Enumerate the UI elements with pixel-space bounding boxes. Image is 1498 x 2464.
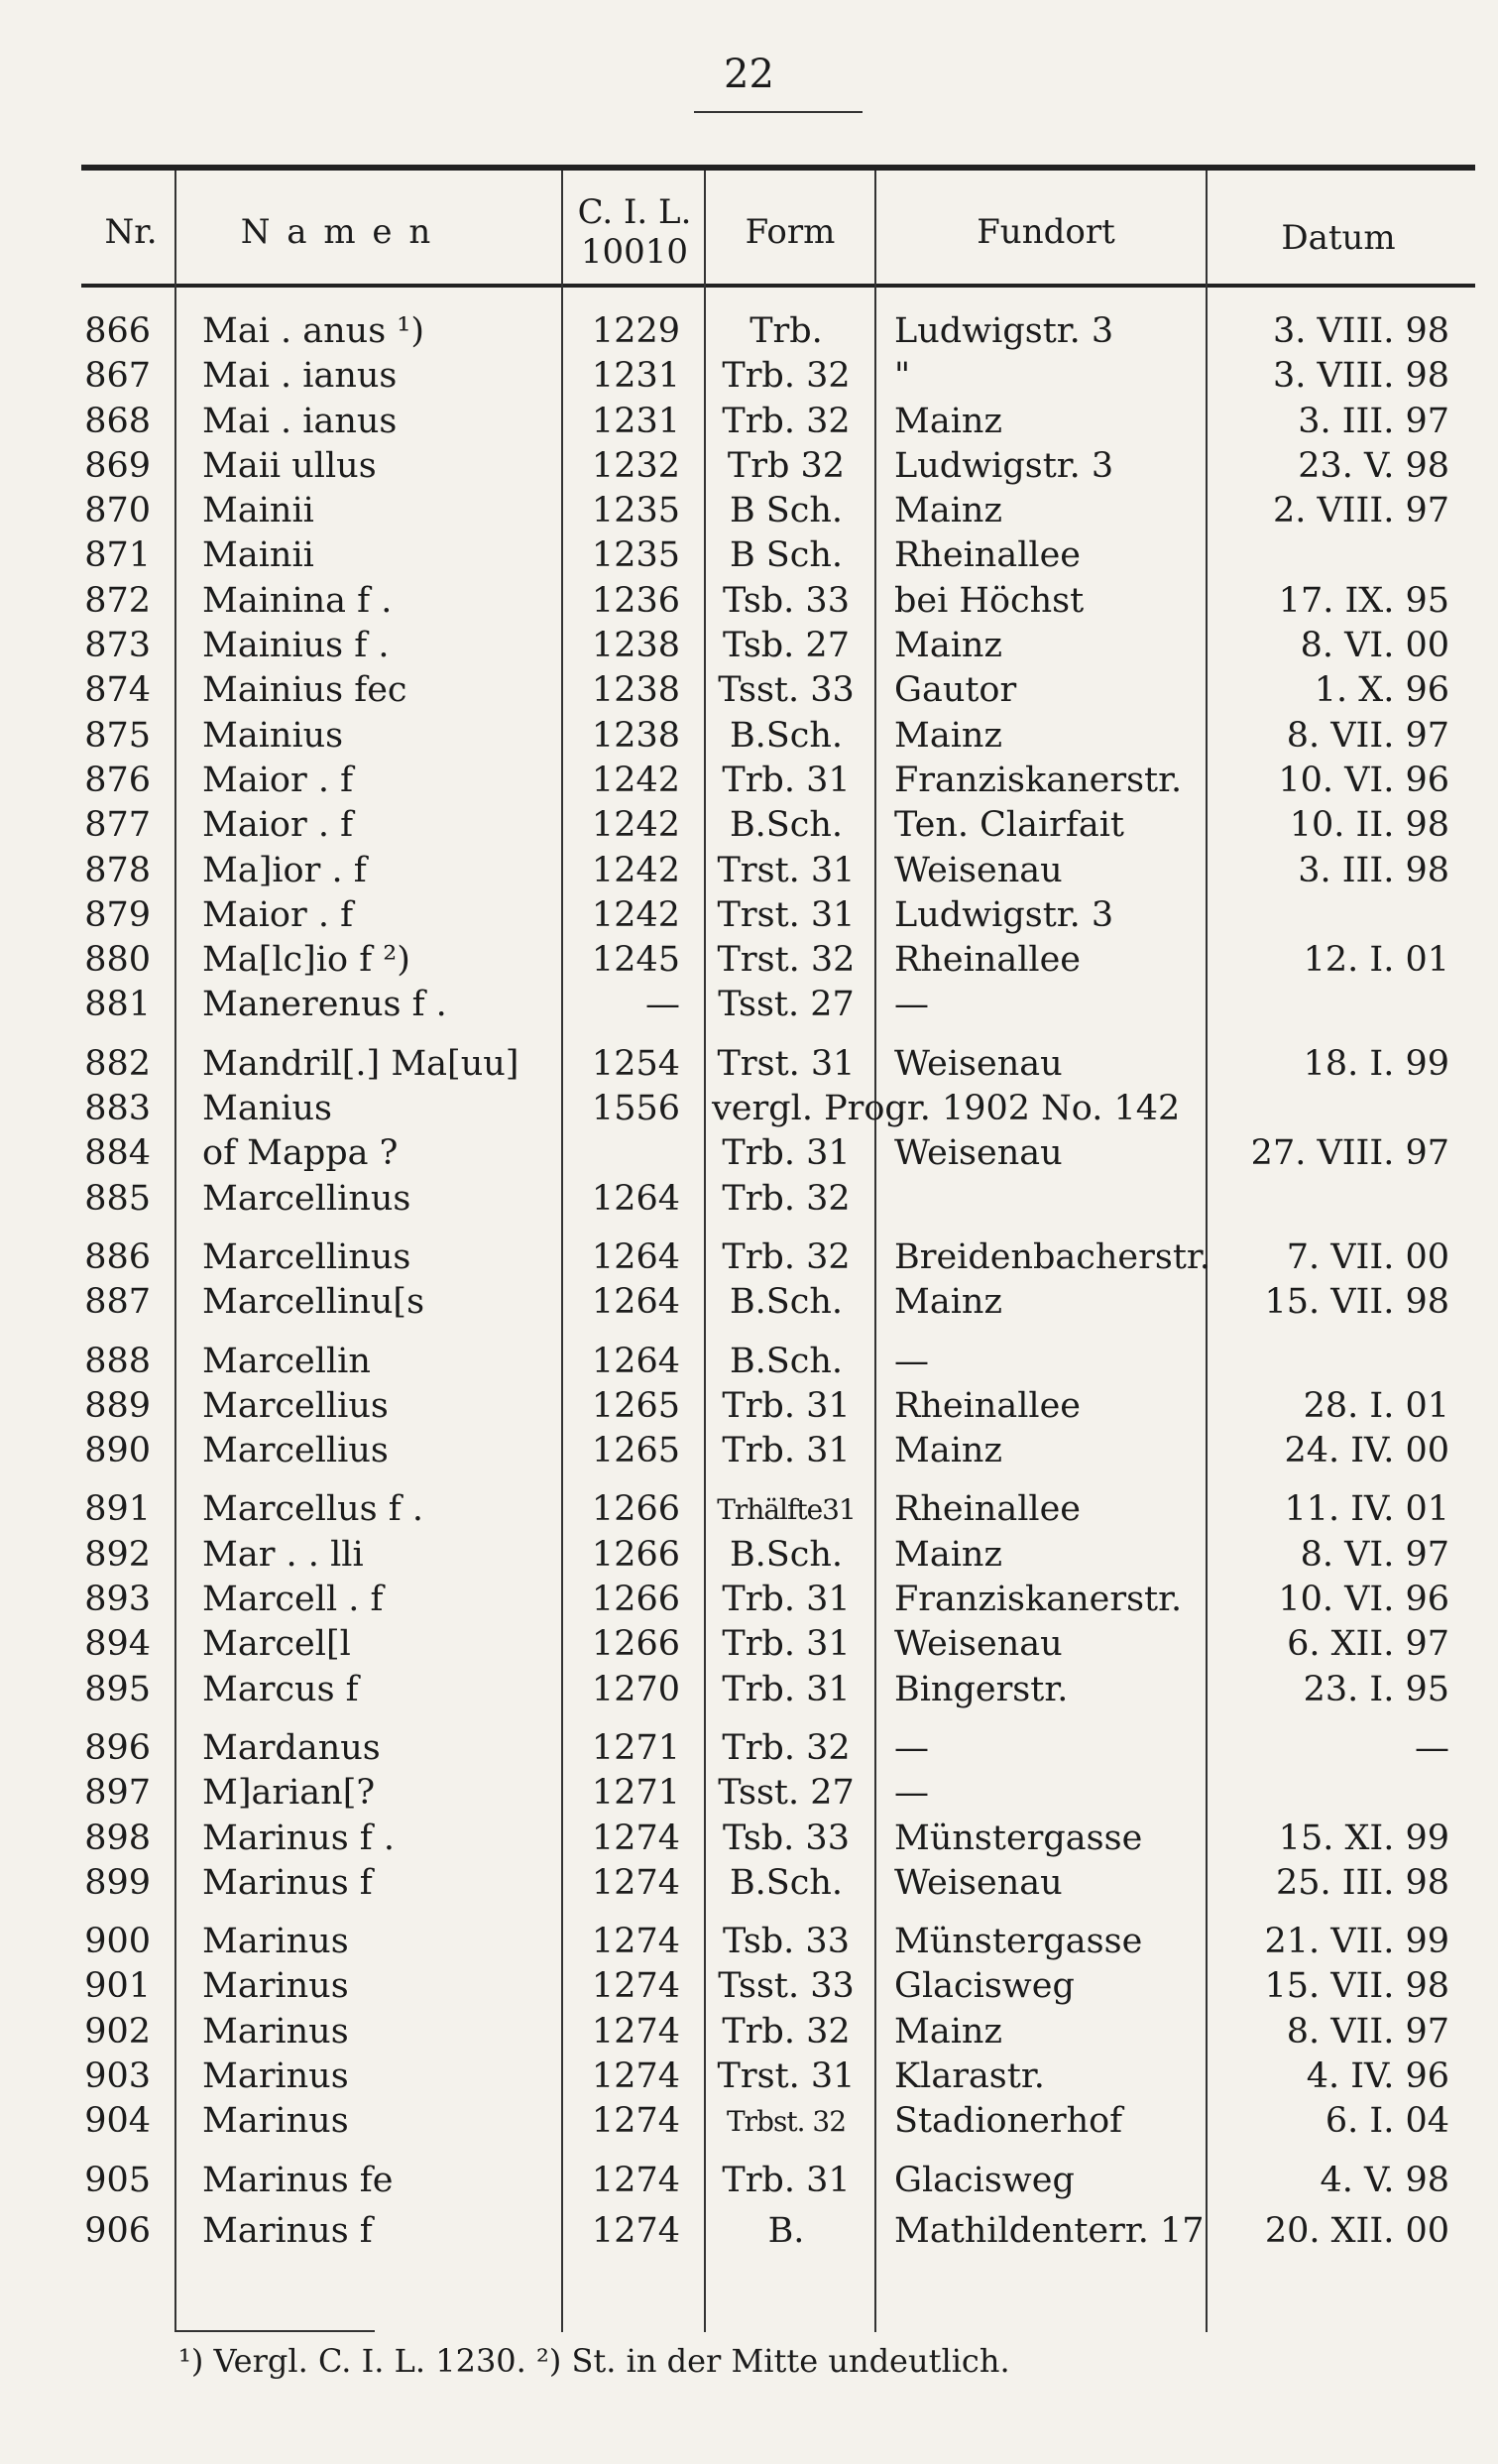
cell-name: Mainii — [202, 491, 314, 531]
cell-form: B.Sch. — [729, 1341, 844, 1381]
cell-nr: 895 — [84, 1669, 151, 1709]
cell-name: Manius — [202, 1089, 332, 1129]
cell-form: B.Sch. — [729, 1862, 844, 1903]
cell-form: Trb. 31 — [722, 2160, 851, 2200]
cell-nr: 872 — [84, 580, 151, 621]
table-row — [0, 1429, 1498, 1473]
cell-cil: 1556 — [591, 1089, 680, 1129]
cell-name: Marinus f . — [202, 1818, 396, 1858]
cell-datum: 27. VIII. 97 — [1250, 1133, 1449, 1174]
cell-cil: 1264 — [591, 1282, 680, 1323]
cell-cil: 1238 — [591, 670, 680, 711]
cell-fundort: Ludwigstr. 3 — [894, 894, 1114, 935]
table-row — [0, 400, 1498, 444]
cell-cil: 1266 — [591, 1580, 680, 1620]
cell-name: Marinus — [202, 2055, 349, 2096]
table-row — [0, 1131, 1498, 1176]
cell-datum: 7. VII. 00 — [1286, 1236, 1449, 1277]
cell-datum: 3. III. 97 — [1298, 401, 1449, 441]
cell-form: Trb. 31 — [722, 1133, 851, 1174]
cell-name: Mai . anus ¹) — [202, 311, 424, 351]
cell-fundort: Franziskanerstr. — [894, 760, 1183, 800]
cell-cil: 1264 — [591, 1178, 680, 1219]
cell-name: Mar . . lli — [202, 1534, 364, 1575]
table-row — [0, 1280, 1498, 1325]
cell-fundort: bei Höchst — [894, 580, 1085, 621]
cell-name: Marcellin — [202, 1341, 371, 1381]
cell-datum: 21. VII. 99 — [1264, 1922, 1449, 1962]
cell-nr: 883 — [84, 1089, 151, 1129]
cell-nr: 882 — [84, 1043, 151, 1084]
cell-form: Trb. 32 — [722, 1236, 851, 1277]
table-row — [0, 1235, 1498, 1280]
cell-fundort: Klarastr. — [894, 2055, 1045, 2096]
table-row — [0, 983, 1498, 1027]
cell-nr: 906 — [84, 2210, 151, 2251]
table-row — [0, 2010, 1498, 2054]
cell-nr: 888 — [84, 1341, 151, 1381]
cell-form: Trst. 31 — [717, 1043, 856, 1084]
cell-nr: 873 — [84, 626, 151, 666]
cell-cil: 1274 — [591, 2160, 680, 2200]
page-number: 22 — [724, 52, 774, 97]
cell-nr: 903 — [84, 2055, 151, 2096]
table-row — [0, 1771, 1498, 1816]
header-form: Form — [745, 212, 836, 252]
cell-fundort: Rheinallee — [894, 1385, 1082, 1426]
cell-cil: 1271 — [591, 1727, 680, 1768]
cell-form: Trb. 31 — [722, 1669, 851, 1709]
cell-cil: 1231 — [591, 356, 680, 397]
cell-form: Trhälfte31 — [717, 1493, 856, 1527]
cell-datum: 10. II. 98 — [1289, 805, 1449, 846]
cell-form: Trb. 31 — [722, 1624, 851, 1665]
cell-fundort: Weisenau — [894, 1624, 1063, 1665]
cell-name: Marinus — [202, 1922, 349, 1962]
cell-cil: — — [645, 985, 680, 1025]
cell-name: of Mappa ? — [202, 1133, 399, 1174]
cell-datum: 2. VIII. 97 — [1272, 491, 1449, 531]
cell-fundort: Mainz — [894, 491, 1002, 531]
cell-datum: 6. I. 04 — [1325, 2101, 1449, 2142]
cell-name: Marinus fe — [202, 2160, 394, 2200]
cell-fundort: Gautor — [894, 670, 1017, 711]
cell-cil: 1254 — [591, 1043, 680, 1084]
cell-fundort: Breidenbacherstr. — [894, 1236, 1210, 1277]
cell-nr: 897 — [84, 1773, 151, 1814]
cell-nr: 890 — [84, 1431, 151, 1471]
cell-fundort: Weisenau — [894, 850, 1063, 890]
cell-name: Marcellus f . — [202, 1489, 423, 1530]
cell-name: Marinus — [202, 1966, 349, 2007]
cell-nr: 871 — [84, 535, 151, 576]
table-row — [0, 579, 1498, 624]
table-row — [0, 1384, 1498, 1429]
table-row — [0, 2209, 1498, 2254]
cell-cil: 1266 — [591, 1534, 680, 1575]
cell-datum: 24. IV. 00 — [1284, 1431, 1449, 1471]
cell-nr: 885 — [84, 1178, 151, 1219]
table-row — [0, 1964, 1498, 2009]
cell-form: Tsst. 33 — [718, 670, 855, 711]
cell-cil: 1242 — [591, 850, 680, 890]
cell-cil: 1264 — [591, 1341, 680, 1381]
table-top-rule — [81, 165, 1475, 171]
cell-nr: 899 — [84, 1862, 151, 1903]
table-header — [0, 175, 1498, 282]
cell-name: Maior . f — [202, 894, 354, 935]
cell-cil: 1274 — [591, 2101, 680, 2142]
cell-nr: 887 — [84, 1282, 151, 1323]
cell-form: Trb. 32 — [722, 401, 851, 441]
cell-datum: 15. VII. 98 — [1264, 1966, 1449, 2007]
table-row — [0, 714, 1498, 759]
table-row — [0, 1920, 1498, 1964]
cell-cil: 1266 — [591, 1624, 680, 1665]
cell-nr: 868 — [84, 401, 151, 441]
cell-fundort: Ludwigstr. 3 — [894, 445, 1114, 486]
cell-name: Ma]ior . f — [202, 850, 367, 890]
table-row — [0, 1487, 1498, 1532]
cell-form: Trb 32 — [727, 445, 846, 486]
cell-fundort: Mainz — [894, 1282, 1002, 1323]
cell-nr: 905 — [84, 2160, 151, 2200]
cell-fundort: Mainz — [894, 401, 1002, 441]
cell-datum: 8. VI. 00 — [1300, 626, 1449, 666]
table-row — [0, 849, 1498, 893]
cell-form: Tsst. 27 — [718, 1773, 855, 1814]
table-row — [0, 1726, 1498, 1771]
cell-nr: 886 — [84, 1236, 151, 1277]
cell-cil: 1271 — [591, 1773, 680, 1814]
cell-cil: 1274 — [591, 2011, 680, 2052]
cell-nr: 900 — [84, 1922, 151, 1962]
cell-form: B Sch. — [729, 535, 844, 576]
table-row — [0, 1668, 1498, 1712]
cell-datum: 15. XI. 99 — [1278, 1818, 1449, 1858]
cell-fundort: Weisenau — [894, 1862, 1063, 1903]
cell-datum: — — [1415, 1727, 1449, 1768]
cell-datum: 10. VI. 96 — [1278, 1580, 1449, 1620]
cell-cil: 1231 — [591, 401, 680, 441]
cell-cil: 1235 — [591, 491, 680, 531]
cell-name: Mainii — [202, 535, 314, 576]
header-fundort: Fundort — [977, 212, 1115, 252]
cell-fundort: Ludwigstr. 3 — [894, 311, 1114, 351]
cell-form: Trb. 31 — [722, 1431, 851, 1471]
cell-form: Tsb. 33 — [723, 1818, 850, 1858]
cell-form: B. — [767, 2210, 805, 2251]
table-row — [0, 624, 1498, 668]
cell-form: Trbst. 32 — [726, 2105, 847, 2139]
header-nr: Nr. — [104, 212, 158, 252]
cell-fundort: — — [894, 1341, 929, 1381]
table-row — [0, 803, 1498, 848]
cell-datum: 4. V. 98 — [1320, 2160, 1449, 2200]
cell-form: Trst. 31 — [717, 894, 856, 935]
header-cil-bottom: 10010 — [580, 232, 689, 272]
cell-nr: 902 — [84, 2011, 151, 2052]
cell-cil: 1274 — [591, 2055, 680, 2096]
cell-name: Marcellinu[s — [202, 1282, 425, 1323]
cell-cil: 1274 — [591, 1922, 680, 1962]
table-row — [0, 489, 1498, 533]
cell-cil: 1270 — [591, 1669, 680, 1709]
cell-datum: 8. VI. 97 — [1300, 1534, 1449, 1575]
cell-name: Marcellius — [202, 1385, 389, 1426]
header-datum: Datum — [1281, 218, 1396, 258]
cell-datum: 6. XII. 97 — [1287, 1624, 1449, 1665]
cell-fundort: Rheinallee — [894, 1489, 1082, 1530]
cell-note: vergl. Progr. 1902 No. 142 — [712, 1089, 1181, 1129]
cell-nr: 904 — [84, 2101, 151, 2142]
table-row — [0, 759, 1498, 803]
cell-form: Tsst. 33 — [718, 1966, 855, 2007]
cell-fundort: Stadionerhof — [894, 2101, 1123, 2142]
table-row — [0, 1622, 1498, 1667]
cell-fundort: Rheinallee — [894, 940, 1082, 981]
cell-form: B.Sch. — [729, 1282, 844, 1323]
cell-name: Maior . f — [202, 760, 354, 800]
cell-datum: 28. I. 01 — [1303, 1385, 1449, 1426]
cell-cil: 1274 — [591, 1862, 680, 1903]
cell-name: Marinus f — [202, 2210, 373, 2251]
cell-fundort: Mainz — [894, 1534, 1002, 1575]
cell-form: B Sch. — [729, 491, 844, 531]
cell-datum: 17. IX. 95 — [1278, 580, 1449, 621]
cell-datum: 4. IV. 96 — [1306, 2055, 1449, 2096]
cell-name: Maii ullus — [202, 445, 377, 486]
cell-name: Marcellinus — [202, 1236, 411, 1277]
cell-fundort: — — [894, 985, 929, 1025]
table-row — [0, 1177, 1498, 1222]
header-namen: N a m e n — [240, 212, 434, 252]
cell-form: Trst. 32 — [717, 940, 856, 981]
table-row — [0, 354, 1498, 399]
cell-nr: 874 — [84, 670, 151, 711]
cell-form: Tsb. 33 — [723, 580, 850, 621]
cell-fundort: Münstergasse — [894, 1818, 1143, 1858]
cell-fundort: — — [894, 1727, 929, 1768]
cell-name: Mainina f . — [202, 580, 393, 621]
cell-nr: 889 — [84, 1385, 151, 1426]
table-row — [0, 2054, 1498, 2099]
cell-form: Trb. 32 — [722, 2011, 851, 2052]
table-row — [0, 893, 1498, 938]
cell-form: Trst. 31 — [717, 850, 856, 890]
cell-datum: 23. I. 95 — [1303, 1669, 1449, 1709]
cell-fundort: Ten. Clairfait — [894, 805, 1124, 846]
cell-fundort: Mainz — [894, 1431, 1002, 1471]
cell-datum: 10. VI. 96 — [1278, 760, 1449, 800]
cell-cil: 1265 — [591, 1431, 680, 1471]
cell-fundort: Franziskanerstr. — [894, 1580, 1183, 1620]
cell-form: Trb. 32 — [722, 356, 851, 397]
cell-name: Marcus f — [202, 1669, 359, 1709]
cell-nr: 878 — [84, 850, 151, 890]
cell-name: Marinus f — [202, 1862, 373, 1903]
cell-fundort: Weisenau — [894, 1043, 1063, 1084]
table-body — [0, 309, 1498, 2254]
cell-cil: 1236 — [591, 580, 680, 621]
cell-nr: 880 — [84, 940, 151, 981]
cell-datum: 15. VII. 98 — [1264, 1282, 1449, 1323]
table-row — [0, 444, 1498, 489]
cell-fundort: Glacisweg — [894, 2160, 1075, 2200]
cell-name: Manerenus f . — [202, 985, 447, 1025]
cell-cil: 1242 — [591, 760, 680, 800]
cell-name: Marinus — [202, 2011, 349, 2052]
cell-name: Marcel[l — [202, 1624, 351, 1665]
cell-name: Mandril[.] Ma[uu] — [202, 1043, 519, 1084]
cell-form: B.Sch. — [729, 805, 844, 846]
cell-cil: 1229 — [591, 311, 680, 351]
cell-datum: 20. XII. 00 — [1264, 2210, 1449, 2251]
cell-datum: 8. VII. 97 — [1286, 2011, 1449, 2052]
cell-nr: 893 — [84, 1580, 151, 1620]
cell-name: Mainius f . — [202, 626, 390, 666]
cell-cil: 1242 — [591, 894, 680, 935]
cell-name: Ma[lc]io f ²) — [202, 940, 410, 981]
cell-datum: 18. I. 99 — [1303, 1043, 1449, 1084]
cell-fundort: Mainz — [894, 715, 1002, 756]
cell-nr: 896 — [84, 1727, 151, 1768]
cell-cil: 1232 — [591, 445, 680, 486]
cell-fundort: Glacisweg — [894, 1966, 1075, 2007]
cell-fundort: Bingerstr. — [894, 1669, 1069, 1709]
header-cil-top: C. I. L. — [577, 192, 692, 232]
table-row — [0, 1340, 1498, 1384]
cell-cil: 1264 — [591, 1236, 680, 1277]
cell-name: Mai . ianus — [202, 401, 398, 441]
table-row — [0, 1533, 1498, 1578]
cell-fundort: Mainz — [894, 626, 1002, 666]
cell-nr: 881 — [84, 985, 151, 1025]
cell-name: Marcellinus — [202, 1178, 411, 1219]
cell-form: Trb. 31 — [722, 760, 851, 800]
cell-name: Marinus — [202, 2101, 349, 2142]
cell-form: Trb. 31 — [722, 1580, 851, 1620]
cell-nr: 877 — [84, 805, 151, 846]
cell-nr: 869 — [84, 445, 151, 486]
cell-nr: 901 — [84, 1966, 151, 2007]
table-row — [0, 1861, 1498, 1906]
cell-fundort: — — [894, 1773, 929, 1814]
cell-datum: 11. IV. 01 — [1284, 1489, 1449, 1530]
cell-nr: 894 — [84, 1624, 151, 1665]
cell-nr: 870 — [84, 491, 151, 531]
table-row — [0, 1578, 1498, 1622]
table-row — [0, 533, 1498, 578]
cell-cil: 1245 — [591, 940, 680, 981]
cell-fundort: Mainz — [894, 2011, 1002, 2052]
cell-cil: 1242 — [591, 805, 680, 846]
table-row — [0, 1087, 1498, 1131]
cell-name: Marcellius — [202, 1431, 389, 1471]
table-row — [0, 938, 1498, 983]
cell-cil: 1238 — [591, 715, 680, 756]
cell-cil: 1274 — [591, 1966, 680, 2007]
cell-cil: 1266 — [591, 1489, 680, 1530]
cell-cil: 1274 — [591, 1818, 680, 1858]
cell-form: Trst. 31 — [717, 2055, 856, 2096]
cell-datum: 3. III. 98 — [1298, 850, 1449, 890]
cell-datum: 23. V. 98 — [1298, 445, 1449, 486]
table-row — [0, 2159, 1498, 2203]
cell-fundort: Münstergasse — [894, 1922, 1143, 1962]
cell-form: Trb. — [749, 311, 823, 351]
cell-cil: 1274 — [591, 2210, 680, 2251]
cell-datum: 1. X. 96 — [1314, 670, 1449, 711]
cell-form: Trb. 32 — [722, 1727, 851, 1768]
cell-name: Mainius — [202, 715, 344, 756]
cell-form: B.Sch. — [729, 1534, 844, 1575]
table-row — [0, 2099, 1498, 2144]
cell-datum: 12. I. 01 — [1303, 940, 1449, 981]
page-number-rule — [694, 111, 863, 113]
cell-nr: 867 — [84, 356, 151, 397]
cell-datum: 3. VIII. 98 — [1272, 311, 1449, 351]
footnote-rule — [176, 2330, 375, 2332]
cell-form: Tsb. 33 — [723, 1922, 850, 1962]
cell-name: Mardanus — [202, 1727, 381, 1768]
cell-cil: 1235 — [591, 535, 680, 576]
cell-nr: 892 — [84, 1534, 151, 1575]
cell-name: Mai . ianus — [202, 356, 398, 397]
cell-nr: 866 — [84, 311, 151, 351]
cell-form: Trb. 32 — [722, 1178, 851, 1219]
cell-form: B.Sch. — [729, 715, 844, 756]
cell-form: Tsb. 27 — [723, 626, 850, 666]
cell-name: Maior . f — [202, 805, 354, 846]
cell-nr: 879 — [84, 894, 151, 935]
cell-nr: 891 — [84, 1489, 151, 1530]
cell-cil: 1238 — [591, 626, 680, 666]
cell-fundort: Weisenau — [894, 1133, 1063, 1174]
cell-form: Tsst. 27 — [718, 985, 855, 1025]
cell-name: Marcell . f — [202, 1580, 384, 1620]
cell-nr: 876 — [84, 760, 151, 800]
cell-fundort: Rheinallee — [894, 535, 1082, 576]
cell-nr: 884 — [84, 1133, 151, 1174]
cell-form: Trb. 31 — [722, 1385, 851, 1426]
cell-nr: 898 — [84, 1818, 151, 1858]
cell-nr: 875 — [84, 715, 151, 756]
cell-datum: 8. VII. 97 — [1286, 715, 1449, 756]
cell-name: Mainius fec — [202, 670, 407, 711]
cell-cil: 1265 — [591, 1385, 680, 1426]
table-row — [0, 309, 1498, 354]
cell-datum: 25. III. 98 — [1275, 1862, 1449, 1903]
table-row — [0, 1042, 1498, 1087]
table-row — [0, 668, 1498, 713]
cell-name: M]arian[? — [202, 1773, 376, 1814]
cell-fundort: " — [894, 356, 911, 397]
table-header-rule — [81, 284, 1475, 288]
table-row — [0, 1817, 1498, 1861]
footnote: ¹) Vergl. C. I. L. 1230. ²) St. in der Mitte undeutlich. — [178, 2342, 1010, 2380]
cell-fundort: Mathildenterr. 17 — [894, 2210, 1205, 2251]
cell-datum: 3. VIII. 98 — [1272, 356, 1449, 397]
